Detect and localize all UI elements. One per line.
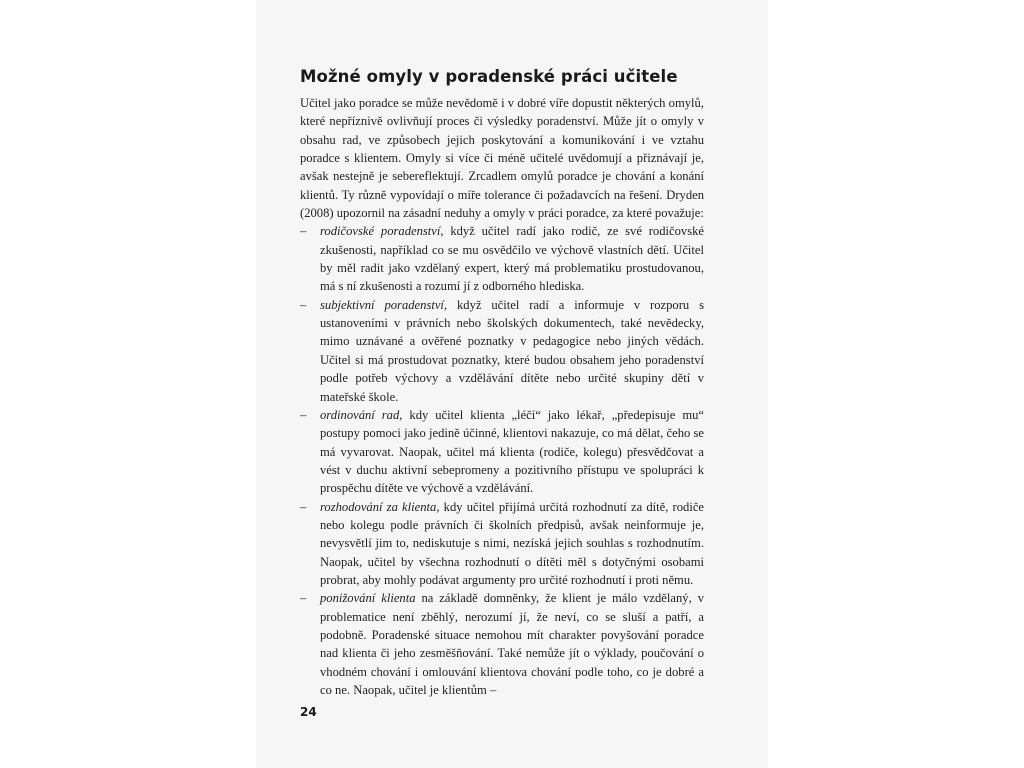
list-item-text: , kdy učitel klienta „léčí“ jako lékař, „předepisuje mu“ postupy pomoci jako jedině účinné, klientovi nakazuje, co má dělat, čeho se má vyvarovat. Naopak, učitel má klienta (rodiče, kolegu) přesvědčovat a vést v duchu aktivní sebepromeny a pozitivního přístupu ve spolupráci k prospěchu dítěte ve výchově a vzdělávání. — [320, 407, 704, 496]
intro-paragraph: Učitel jako poradce se může nevědomě i v dobré víře dopustit některých omylů, které nepříznivě ovlivňují proces či výsledky poradenství. Může jít o omyly v obsahu rad, ve způsobech jejich poskytování a komunikování i ve vztahu poradce s klientem. Omyly si více či méně učitelé uvědomují a přiznávají je, avšak nestejně je sebereflektují. Zrcadlem omylů poradce je chování a konání klientů. Ty různě vypovídají o míře tolerance či požadavcích na řešení. Dryden (2008) upozornil na zásadní neduhy a omyly v práci poradce, za které považuje: — [300, 96, 704, 221]
page-number: 24 — [300, 705, 317, 719]
list-item-text: na základě domněnky, že klient je málo vzdělaný, v problematice není zběhlý, nerozumí jí, že neví, co se sluší a patří, a podobně. Poradenské situace nemohou mít charakter povyšování poradce nad klienta či jeho zesměšňování. Také nemůže jít o výklady, poučování o vhodném chování i omlouvání klientova chování podle toho, co je dobré a co ne. Naopak, učitel je klientům – — [320, 591, 704, 697]
list-dash: – — [300, 591, 307, 606]
list-item-term: rozhodování za klienta — [320, 499, 437, 514]
list-dash: – — [300, 499, 307, 514]
book-page — [256, 0, 768, 768]
list-item-term: ponižování klienta — [320, 591, 416, 606]
list-dash: – — [300, 407, 307, 422]
errors-list — [300, 222, 704, 699]
list-item — [300, 498, 704, 590]
list-item-text: , kdy učitel přijímá určitá rozhodnutí za dítě, rodiče nebo kolegu podle právních či školních předpisů, avšak neinformuje je, nevysvětlí jim to, nediskutuje s nimi, nezíská jejich souhlas s rozhodnutím. Naopak, učitel by všechna rozhodnutí o dítěti měl s dotyčnými osobami probrat, aby mohly podávat argumenty pro určité rozhodnutí i proti němu. — [320, 499, 704, 587]
list-item-text: , když učitel radí jako rodič, ze své rodičovské zkušenosti, například co se mu osvědčilo ve výchově vlastních dětí. Učitel by měl radit jako vzdělaný expert, který má problematiku prostudovanou, má s ní zkušenosti a rozumí jí z odborného hlediska. — [320, 224, 704, 294]
list-dash: – — [300, 297, 307, 312]
list-item-text: , když učitel radí a informuje v rozporu s ustanoveními v právních nebo školských dokumentech, také nevědecky, mimo uznávané a ověřené poznatky v pedagogice nebo jiných vědách. Učitel si má prostudovat poznatky, které budou obsahem jeho poradenství podle potřeb výchovy a vzdělávání dítěte nebo určité skupiny dětí v mateřské škole. — [320, 297, 705, 404]
body-text — [300, 94, 704, 699]
list-item — [300, 222, 704, 295]
list-item-term: subjektivní poradenství — [320, 297, 444, 312]
list-dash: – — [300, 224, 307, 239]
list-item — [300, 589, 704, 699]
section-heading: Možné omyly v poradenské práci učitele — [300, 67, 678, 86]
list-item-term: ordinování rad — [320, 407, 400, 422]
list-item — [300, 406, 704, 498]
list-item — [300, 296, 704, 406]
list-item-term: rodičovské poradenství — [320, 224, 441, 239]
